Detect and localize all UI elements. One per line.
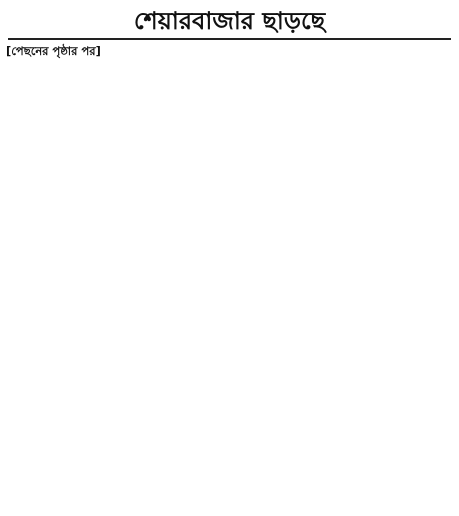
article-body [6,43,453,60]
headline-divider [8,38,451,40]
continued-from-label: [পেছনের পৃষ্ঠার পর] [6,44,101,58]
article-headline: শেয়ারবাজার ছাড়ছে [133,7,326,35]
